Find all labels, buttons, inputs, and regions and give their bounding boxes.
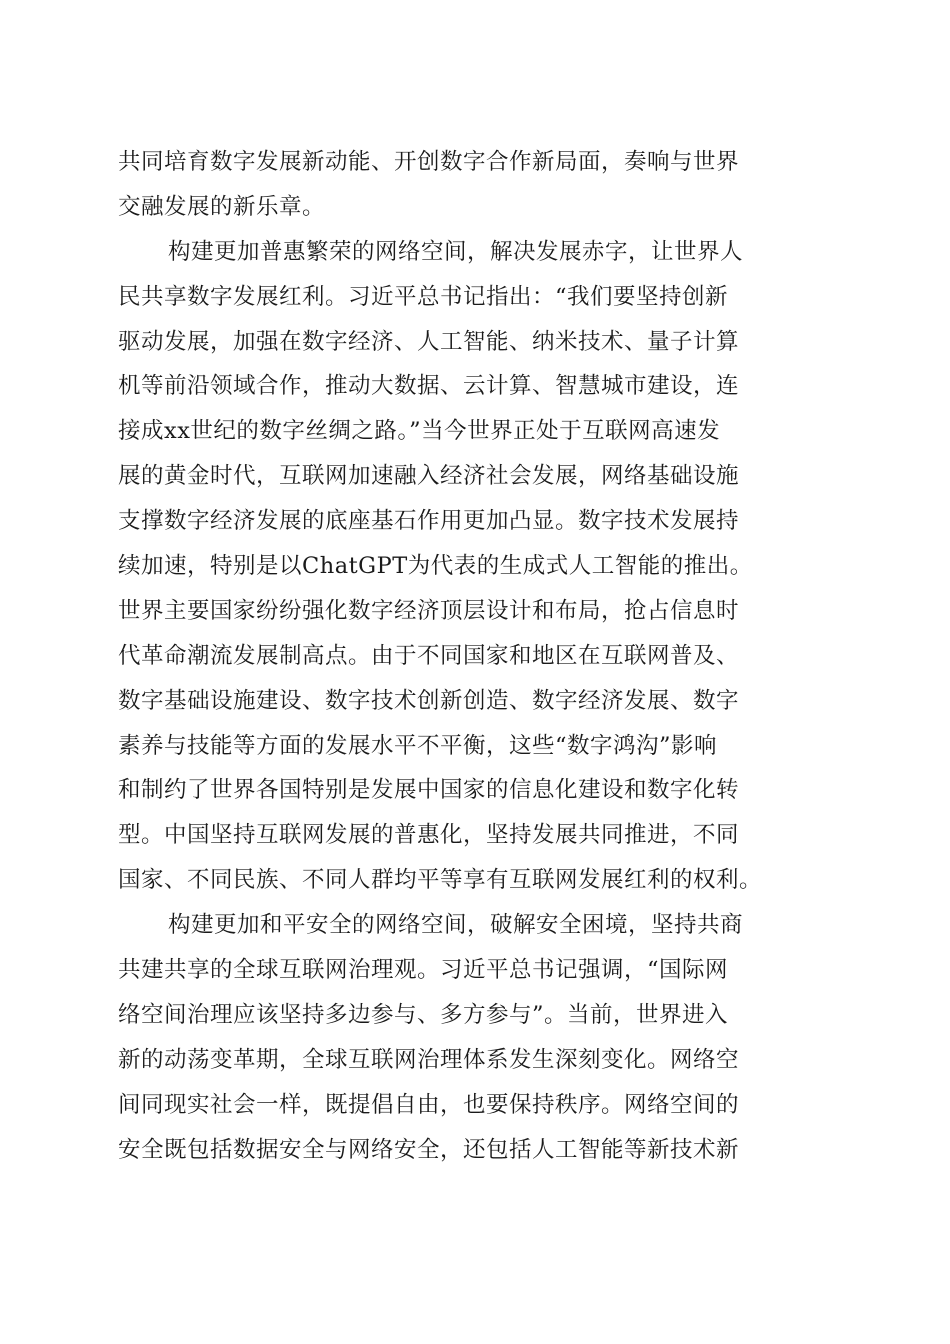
text-line: 数字基础设施建设、数字技术创新创造、数字经济发展、数字 xyxy=(118,687,740,714)
text-line: 展的黄金时代，互联网加速融入经济社会发展，网络基础设施 xyxy=(118,463,740,490)
text-line: 续加速，特别是以ChatGPT为代表的生成式人工智能的推出。 xyxy=(118,553,753,580)
text-line: 支撑数字经济发展的底座基石作用更加凸显。数字技术发展持 xyxy=(118,508,740,535)
paragraph-1 xyxy=(118,140,828,230)
text-line: 民共享数字发展红利。习近平总书记指出：“我们要坚持创新 xyxy=(118,283,729,310)
text-line: 络空间治理应该坚持多边参与、多方参与”。当前，世界进入 xyxy=(118,1001,729,1028)
text-line: 共建共享的全球互联网治理观。习近平总书记强调，“国际网 xyxy=(118,957,729,984)
text-line-first: 构建更加普惠繁荣的网络空间，解决发展赤字，让世界人 xyxy=(168,238,744,265)
text-line: 安全既包括数据安全与网络安全，还包括人工智能等新技术新 xyxy=(118,1136,740,1163)
text-line: 代革命潮流发展制高点。由于不同国家和地区在互联网普及、 xyxy=(118,642,740,669)
paragraph-3 xyxy=(118,903,828,1172)
text-line: 机等前沿领域合作，推动大数据、云计算、智慧城市建设，连 xyxy=(118,373,740,400)
text-line: 世界主要国家纷纷强化数字经济顶层设计和布局，抢占信息时 xyxy=(118,597,740,624)
paragraph-2 xyxy=(118,230,828,903)
text-line: 间同现实社会一样，既提倡自由，也要保持秩序。网络空间的 xyxy=(118,1091,740,1118)
text-line: 国家、不同民族、不同人群均平等享有互联网发展红利的权利。 xyxy=(118,867,763,894)
text-line: 型。中国坚持互联网发展的普惠化，坚持发展共同推进，不同 xyxy=(118,822,740,849)
text-line: 和制约了世界各国特别是发展中国家的信息化建设和数字化转 xyxy=(118,777,740,804)
body-text xyxy=(118,140,828,1172)
text-line: 新的动荡变革期，全球互联网治理体系发生深刻变化。网络空 xyxy=(118,1046,740,1073)
text-line-first: 构建更加和平安全的网络空间，破解安全困境，坚持共商 xyxy=(168,912,744,939)
text-line: 驱动发展，加强在数字经济、人工智能、纳米技术、量子计算 xyxy=(118,328,740,355)
text-line: 交融发展的新乐章。 xyxy=(118,193,326,220)
text-line: 接成xx世纪的数字丝绸之路。”当今世界正处于互联网高速发 xyxy=(118,418,721,445)
text-line: 素养与技能等方面的发展水平不平衡，这些“数字鸿沟”影响 xyxy=(118,732,718,759)
text-line: 共同培育数字发展新动能、开创数字合作新局面，奏响与世界 xyxy=(118,149,740,175)
